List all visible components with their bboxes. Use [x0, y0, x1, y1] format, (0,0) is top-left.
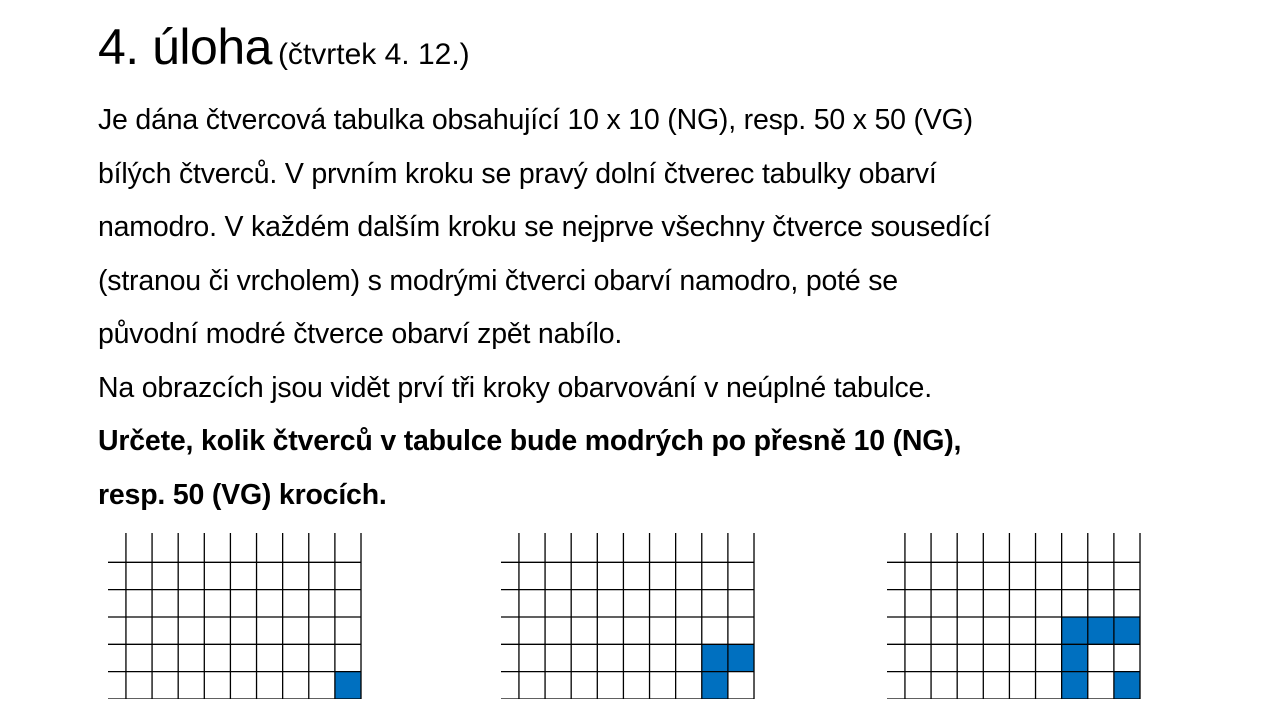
blue-cell: [1088, 617, 1114, 644]
grid-svg: [108, 533, 363, 699]
blue-cell: [335, 672, 361, 699]
text-line: Je dána čtvercová tabulka obsahující 10 x 10 (NG), resp. 50 x 50 (VG): [98, 104, 973, 136]
question-line: resp. 50 (VG) krocích.: [98, 478, 387, 511]
text-line: namodro. V každém dalším kroku se nejprve všechny čtverce sousedící: [98, 211, 991, 243]
slide-title: [98, 19, 470, 75]
text-line: bílých čtverců. V prvním kroku se pravý dolní čtverec tabulky obarví: [98, 157, 937, 190]
task-text: [98, 94, 1218, 522]
text-line: původní modré čtverce obarví zpět nabílo.: [98, 318, 623, 350]
question-line: Určete, kolik čtverců v tabulce bude modrých po přesně 10 (NG),: [98, 425, 962, 457]
blue-cell: [1114, 617, 1140, 644]
text-line: Na obrazcích jsou vidět prví tři kroky obarvování v neúplné tabulce.: [98, 371, 932, 404]
grid-step-2: [501, 533, 756, 699]
blue-cell: [1062, 617, 1088, 644]
blue-cell: [702, 644, 728, 671]
grid-svg: [501, 533, 756, 699]
blue-cell: [702, 672, 728, 699]
blue-cell: [1114, 672, 1140, 699]
blue-cell: [1062, 672, 1088, 699]
grid-svg: [887, 533, 1142, 699]
blue-cell: [1062, 644, 1088, 671]
text-line: (stranou či vrcholem) s modrými čtverci obarví namodro, poté se: [98, 264, 898, 297]
title-date: (čtvrtek 4. 12.): [277, 38, 470, 71]
grid-step-1: [108, 533, 363, 699]
title-main: 4. úloha: [98, 19, 272, 75]
blue-cell: [728, 644, 754, 671]
grid-step-3: [887, 533, 1142, 699]
